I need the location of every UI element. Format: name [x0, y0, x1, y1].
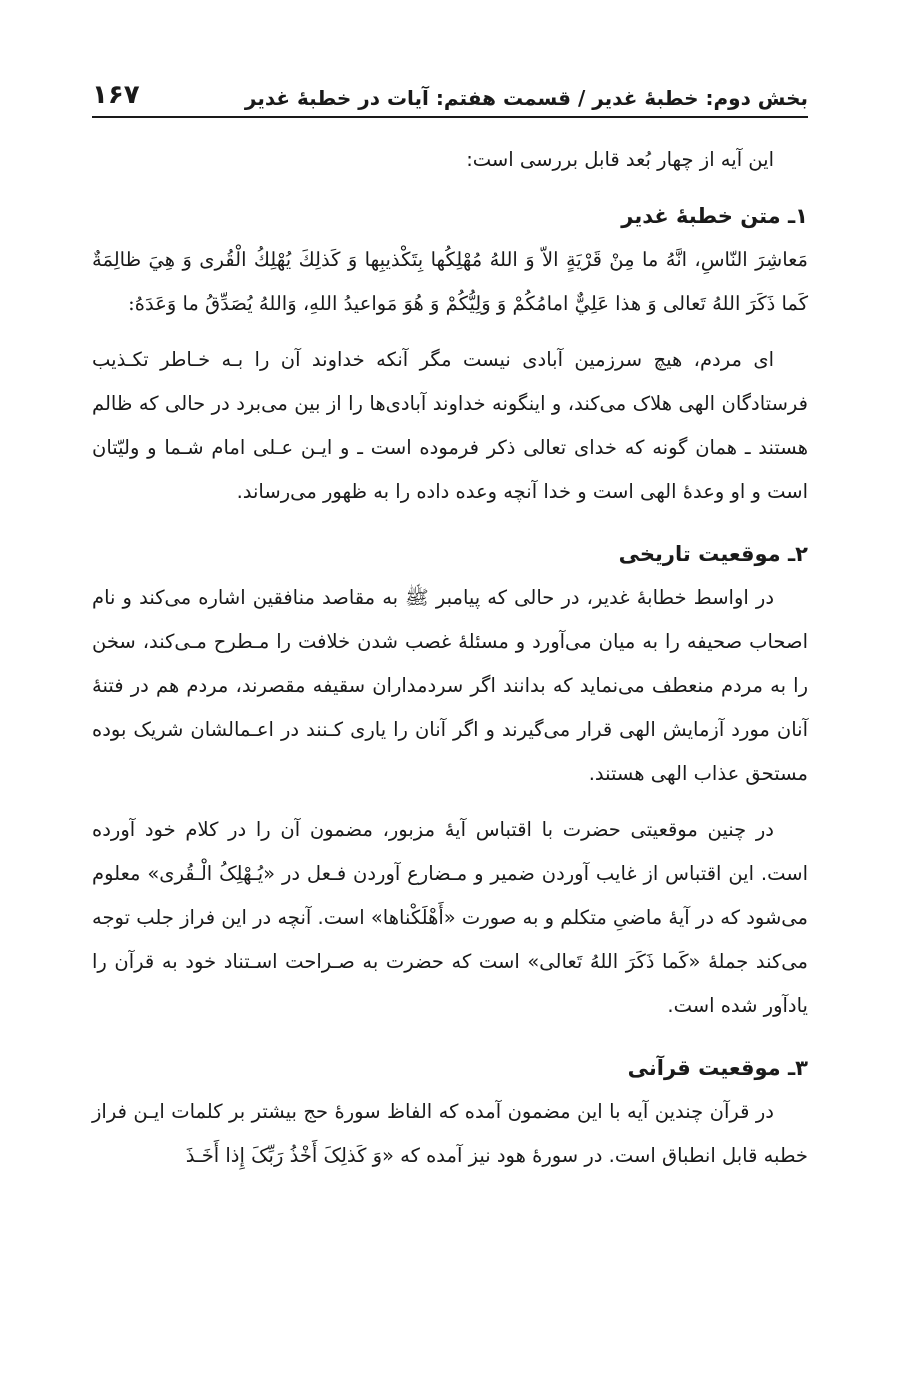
section2-heading: ۲ـ موقعیت تاریخی: [618, 542, 808, 566]
page-number: ۱۶۷: [92, 80, 140, 110]
intro-paragraph: این آیه از چهار بُعد قابل بررسی است:: [466, 148, 774, 171]
section3-heading: ۳ـ موقعیت قرآنی: [627, 1056, 808, 1080]
section2-paragraph-1: در اواسط خطابهٔ غدیر، در حالی که پیامبر ﷺ به مقاصد منافقین اشاره می‌کند و نام اصحاب صحیفه را به میان می‌آورد و مسئلهٔ غصب شدن خلافت را مـطرح مـی‌کند، سخن را به مردم منعطف می‌نماید که بدانند اگر سردمداران سقیفه مقصرند، مردم هم در فتنهٔ آنان مورد آزمایش الهی قرار می‌گیرند و اگر آنان را یاری کـنند در اعـمالشان شریک بوده مستحق عذاب الهی هستند.: [92, 586, 808, 785]
section3-paragraph-1: در قرآن چندین آیه با این مضمون آمده که الفاظ سورهٔ حج بیشتر بر کلمات ایـن فراز خطبه قابل انطباق است. در سورهٔ هود نیز آمده که «وَ کَذلِکَ أَخْذُ رَبِّکَ إِذا أَخَـذَ: [92, 1100, 808, 1167]
page-body: [92, 138, 808, 1178]
section1-heading: ۱ـ متن خطبهٔ غدیر: [621, 204, 808, 228]
sermon-arabic-text: مَعاشِرَ النّاسِ، انَّهُ ما مِنْ قَرْيَةٍ الاّ وَ اللهُ مُهْلِكُها بِتَكْذيبِها وَ كَذلِكَ يُهْلِكُ الْقُرى وَ هِيَ ظالِمَةٌ كَما ذَكَرَ اللهُ تَعالى وَ هذا عَلِيٌّ امامُكُمْ وَ وَلِيُّكُمْ وَ هُوَ مَواعيدُ اللهِ، وَاللهُ يُصَدِّقُ ما وَعَدَهُ:: [92, 248, 808, 315]
sermon-translation: ای مردم، هیچ سرزمین آبادی نیست مگر آنکه خداوند آن را بـه خـاطر تکـذیب فرستادگان الهی هلاک می‌کند، و اینگونه خداوند آبادی‌ها را از بین می‌برد در حالی که ظالم هستند ـ همان گونه که خدای تعالی ذکر فرموده است ـ و ایـن عـلی امام شـما و ولیّتان است و او وعدهٔ الهی است و خدا آنچه وعده داده را به ظهور می‌رساند.: [92, 348, 808, 503]
running-title: بخش دوم: خطبهٔ غدیر / قسمت هفتم: آیات در خطبهٔ غدیر: [244, 86, 808, 110]
section2-paragraph-2: در چنین موقعیتی حضرت با اقتباس آیهٔ مزبور، مضمون آن را در کلام خود آورده است. این اقتباس از غایب آوردن ضمیر و مـضارع آوردن فـعل در «یُـهْلِکُ الْـقُری» معلوم می‌شود که در آیهٔ ماضیِ متکلم و به صورت «أَهْلَکْناها» است. آنچه در این فراز جلب توجه می‌کند جملهٔ «کَما ذَکَرَ اللهُ تَعالی» است که حضرت به صـراحت اسـتناد خود به قرآن را یادآور شده است.: [92, 818, 808, 1017]
running-header: [92, 66, 808, 118]
